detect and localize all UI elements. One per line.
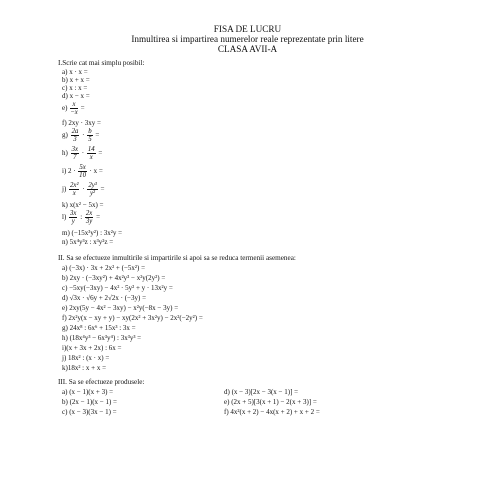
- exercise-2i: i)(x + 3x + 2x) : 6x =: [62, 344, 122, 352]
- worksheet-title: FISA DE LUCRU: [213, 24, 282, 34]
- denominator: 10: [79, 172, 86, 179]
- exercise-1g-label: g): [62, 131, 68, 140]
- exercise-1h: [62, 146, 102, 162]
- exercise-1k: k) x(x² − 5x) =: [62, 201, 104, 209]
- exercise-2c: c) −5xy(−3xy) − 4x² · 5y² + y · 13x²y =: [62, 284, 173, 292]
- exercise-2a: a) (−3x) · 3x + 2x² + (−5x²) =: [62, 264, 146, 272]
- exercise-1m: m) (−15x³y²) : 3x²y =: [62, 229, 123, 237]
- exercise-2d: d) √3x · √6y + 2√2x · (−3y) =: [62, 294, 147, 302]
- exercise-1e: [62, 101, 85, 117]
- exercise-3e: e) (2x + 5)[3(x + 1) − 2(x + 3)] =: [224, 398, 317, 406]
- section-1-title: I.Scrie cat mai simplu posibil:: [58, 59, 145, 67]
- exercise-3b: b) (2x − 1)(x − 1) =: [62, 398, 117, 406]
- numerator: 2a: [71, 128, 79, 135]
- exercise-1j: [62, 182, 104, 198]
- exercise-1a: a) x · x =: [62, 68, 88, 76]
- exercise-1b: b) x + x =: [62, 76, 90, 84]
- exercise-2h: h) (18x⁴y³ − 6x³y⁴) : 3x³y³ =: [62, 334, 142, 342]
- numerator: 14: [87, 146, 95, 153]
- fraction: [71, 146, 79, 161]
- fraction: [78, 164, 86, 179]
- exercise-1h-label: h): [62, 149, 68, 158]
- class-label: CLASA AVII-A: [217, 44, 278, 54]
- equals-sign: =: [98, 149, 103, 158]
- denominator: y²: [90, 190, 96, 197]
- exercise-1f: f) 2xy · 3xy =: [62, 119, 101, 127]
- exercise-3c: c) (x − 3)(3x − 1) =: [62, 408, 117, 416]
- expression-end: · x =: [89, 167, 103, 176]
- equals-sign: =: [95, 131, 100, 140]
- exercise-1i: [62, 164, 103, 180]
- exercise-1j-label: j): [62, 185, 67, 194]
- equals-sign: =: [96, 213, 101, 222]
- exercise-1g: [62, 128, 99, 144]
- numerator: x: [70, 101, 78, 109]
- exercise-1l-label: l): [62, 213, 67, 222]
- numerator: 3x: [70, 210, 77, 217]
- equals-sign: =: [100, 185, 105, 194]
- denominator: x: [89, 154, 93, 161]
- operator: ·: [82, 185, 85, 194]
- numerator: 2y³: [88, 182, 97, 189]
- fraction: [85, 210, 93, 225]
- exercise-2g: g) 24x⁸ : 6x⁶ + 15x³ : 3x =: [62, 324, 136, 332]
- exercise-1e-label: e): [62, 104, 68, 113]
- exercise-2k: k)18x² : x + x =: [62, 364, 107, 372]
- exercise-2b: b) 2xy · (−3xy²) + 4x²y³ − x²y(2y²) =: [62, 274, 166, 282]
- fraction: [71, 128, 80, 143]
- denominator: 3: [73, 136, 77, 143]
- exercise-2e: e) 2xy(5y − 4x² − 3xy) − x²y(−8x − 3y) =: [62, 304, 179, 312]
- operator: ·: [82, 131, 85, 140]
- denominator: y: [71, 218, 75, 225]
- numerator: 5x: [79, 164, 86, 171]
- numerator: b: [88, 128, 92, 135]
- fraction: [69, 182, 79, 197]
- exercise-2j: j) 18x² : (x · x) =: [62, 354, 110, 362]
- denominator: x: [72, 190, 76, 197]
- fraction: [87, 128, 92, 143]
- denominator: 7: [73, 154, 77, 161]
- operator: :: [80, 213, 83, 222]
- exercise-3d: d) (x − 3)[2x − 3(x − 1)] =: [224, 388, 299, 396]
- numerator: 2x²: [70, 182, 79, 189]
- fraction: [87, 182, 97, 197]
- exercise-2f: f) 2x²y(x − xy + y) − xy(2x² + 3x²y) − 2x²(−2y²) =: [62, 314, 203, 322]
- exercise-1n: n) 5x⁴y³z : x³y²z =: [62, 238, 114, 246]
- fraction: [87, 146, 96, 161]
- exercise-1c: c) x : x =: [62, 84, 88, 92]
- denominator: 3y: [85, 218, 93, 225]
- numerator: 3x: [71, 146, 79, 153]
- numerator: 2x: [85, 210, 93, 217]
- exercise-3f: f) 4x²(x + 2) − 4x(x + 2) + x + 2 =: [224, 408, 320, 416]
- exercise-1d: d) x − x =: [62, 92, 90, 100]
- fraction: [69, 210, 77, 225]
- denominator: −x: [70, 109, 78, 116]
- fraction: [70, 101, 78, 116]
- section-3-title: III. Sa se efectueze produsele:: [58, 378, 145, 386]
- exercise-3a: a) (x − 1)(x + 3) =: [62, 388, 114, 396]
- worksheet-subtitle: Inmultirea si impartirea numerelor reale reprezentate prin litere: [131, 34, 364, 44]
- equals-sign: =: [80, 104, 85, 113]
- section-2-title: II. Sa se efectueze inmultirile si impartirile si apoi sa se reduca termenii asemenea:: [58, 254, 296, 262]
- exercise-1i-label: i) 2 ·: [62, 167, 76, 176]
- operator: ·: [81, 149, 85, 158]
- denominator: 5: [88, 136, 92, 143]
- exercise-1l: [62, 210, 100, 226]
